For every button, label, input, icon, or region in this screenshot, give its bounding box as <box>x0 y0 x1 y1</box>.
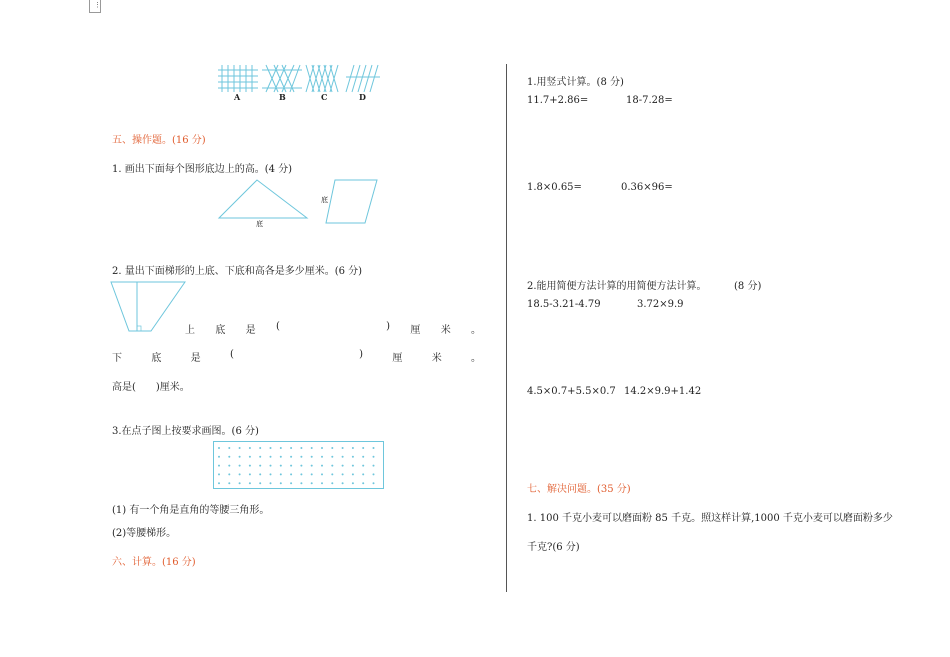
grid-dot <box>342 447 344 449</box>
grid-dot <box>321 465 323 467</box>
grid-dot <box>239 465 241 467</box>
section7-title: 七、解决问题。(35 分) <box>527 484 631 495</box>
grid-dot <box>331 456 333 458</box>
grid-dot <box>259 465 261 467</box>
grid-dot <box>228 465 230 467</box>
grid-dot <box>342 456 344 458</box>
figure-label-c: C <box>321 92 328 102</box>
height-blank: 高是( )厘米。 <box>112 382 190 393</box>
grid-dot <box>280 465 282 467</box>
grid-dot <box>352 456 354 458</box>
grid-dot <box>362 465 364 467</box>
grid-dot <box>300 447 302 449</box>
triangle-figure <box>216 178 311 223</box>
grid-dot <box>239 482 241 484</box>
grid-dot <box>218 447 220 449</box>
section7-q1-line1: 1. 100 千克小麦可以磨面粉 85 千克。照这样计算,1000 千克小麦可以磨面粉多少 <box>527 513 893 524</box>
grid-dot <box>321 456 323 458</box>
calc-14-2-times-9-9-plus-1-42: 14.2×9.9+1.42 <box>624 386 702 397</box>
grid-dot <box>270 456 272 458</box>
grid-dot <box>373 482 375 484</box>
dot-grid-dots <box>214 442 383 488</box>
grid-dot <box>290 473 292 475</box>
grid-dot <box>373 456 375 458</box>
section6-title: 六、计算。(16 分) <box>112 557 196 568</box>
grid-dot <box>342 482 344 484</box>
grid-dot <box>270 482 272 484</box>
grid-dot <box>249 473 251 475</box>
upper-base-blank: 上 底 是 ( ) 厘 米 。 <box>185 321 481 336</box>
calc-1-8-times-0-65: 1.8×0.65= <box>527 182 582 193</box>
grid-dot <box>352 482 354 484</box>
grid-dot <box>311 456 313 458</box>
grid-dot <box>249 447 251 449</box>
grid-dot <box>311 447 313 449</box>
grid-dot <box>280 473 282 475</box>
section6-q2: 2.能用简便方法计算的用简便方法计算。 <box>527 281 707 292</box>
figure-label-b: B <box>279 92 286 102</box>
grid-dot <box>270 447 272 449</box>
dot-grid <box>213 441 384 489</box>
calc-4-5-times-0-7-plus-5-5-times-0-7: 4.5×0.7+5.5×0.7 <box>527 386 616 397</box>
calc-18-5-minus-3-21-minus-4-79: 18.5-3.21-4.79 <box>527 299 601 310</box>
grid-dot <box>228 456 230 458</box>
figure-label-a: A <box>234 92 241 102</box>
calc-3-72-times-9-9: 3.72×9.9 <box>637 299 684 310</box>
grid-dot <box>239 473 241 475</box>
section7-q1-line2: 千克?(6 分) <box>527 542 580 553</box>
grid-dot <box>270 465 272 467</box>
grid-dot <box>249 465 251 467</box>
section5-q1: 1. 画出下面每个图形底边上的高。(4 分) <box>112 164 293 175</box>
grid-dot <box>218 473 220 475</box>
column-divider <box>506 64 507 592</box>
grid-dot <box>290 456 292 458</box>
grid-dot <box>321 473 323 475</box>
corner-mark: ⋮ <box>89 0 101 13</box>
section6-q1: 1.用竖式计算。(8 分) <box>527 77 624 88</box>
section5-q2: 2. 量出下面梯形的上底、下底和高各是多少厘米。(6 分) <box>112 266 363 277</box>
grid-dot <box>280 456 282 458</box>
grid-dot <box>373 465 375 467</box>
grid-dot <box>228 447 230 449</box>
grid-dot <box>342 473 344 475</box>
grid-dot <box>290 482 292 484</box>
grid-dot <box>239 456 241 458</box>
grid-dot <box>259 482 261 484</box>
grid-dot <box>362 473 364 475</box>
grid-dot <box>331 482 333 484</box>
grid-dot <box>228 473 230 475</box>
parallelogram-base-label: 底 <box>321 196 328 204</box>
grid-dot <box>218 465 220 467</box>
grid-dot <box>352 465 354 467</box>
grid-dot <box>218 482 220 484</box>
grid-dot <box>362 456 364 458</box>
grid-dot <box>300 482 302 484</box>
grid-dot <box>321 447 323 449</box>
calc-18-minus-7-28: 18-7.28= <box>626 95 673 106</box>
calc-0-36-times-96: 0.36×96= <box>621 182 673 193</box>
grid-dot <box>311 465 313 467</box>
grid-dot <box>311 482 313 484</box>
trapezoid-figure <box>109 280 189 335</box>
grid-dot <box>311 473 313 475</box>
figure-label-d: D <box>359 92 366 102</box>
grid-dot <box>270 473 272 475</box>
grid-dot <box>228 482 230 484</box>
grid-dot <box>300 465 302 467</box>
section5-q3-sub1: (1) 有一个角是直角的等腰三角形。 <box>112 505 270 516</box>
section6-q2-score: (8 分) <box>734 281 762 292</box>
section5-q3: 3.在点子图上按要求画图。(6 分) <box>112 426 259 437</box>
grid-dot <box>300 473 302 475</box>
grid-dot <box>249 456 251 458</box>
grid-dot <box>352 473 354 475</box>
grid-dot <box>259 473 261 475</box>
grid-dot <box>373 447 375 449</box>
grid-dot <box>239 447 241 449</box>
grid-dot <box>300 456 302 458</box>
calc-11-7-plus-2-86: 11.7+2.86= <box>527 95 589 106</box>
grid-dot <box>342 465 344 467</box>
grid-dot <box>331 473 333 475</box>
grid-dot <box>331 465 333 467</box>
triangle-base-label: 底 <box>256 220 263 228</box>
parallelogram-figure <box>323 178 383 226</box>
section5-title: 五、操作题。(16 分) <box>112 135 206 146</box>
grid-dot <box>362 482 364 484</box>
grid-dot <box>290 447 292 449</box>
grid-dot <box>362 447 364 449</box>
section5-q3-sub2: (2)等腰梯形。 <box>112 528 177 539</box>
grid-dot <box>259 447 261 449</box>
grid-dot <box>280 482 282 484</box>
grid-dot <box>321 482 323 484</box>
grid-dot <box>373 473 375 475</box>
lower-base-blank: 下 底 是 ( ) 厘 米 。 <box>112 349 481 364</box>
grid-dot <box>331 447 333 449</box>
grid-dot <box>290 465 292 467</box>
grid-dot <box>352 447 354 449</box>
grid-dot <box>280 447 282 449</box>
grid-dot <box>249 482 251 484</box>
grid-dot <box>259 456 261 458</box>
grid-dot <box>218 456 220 458</box>
